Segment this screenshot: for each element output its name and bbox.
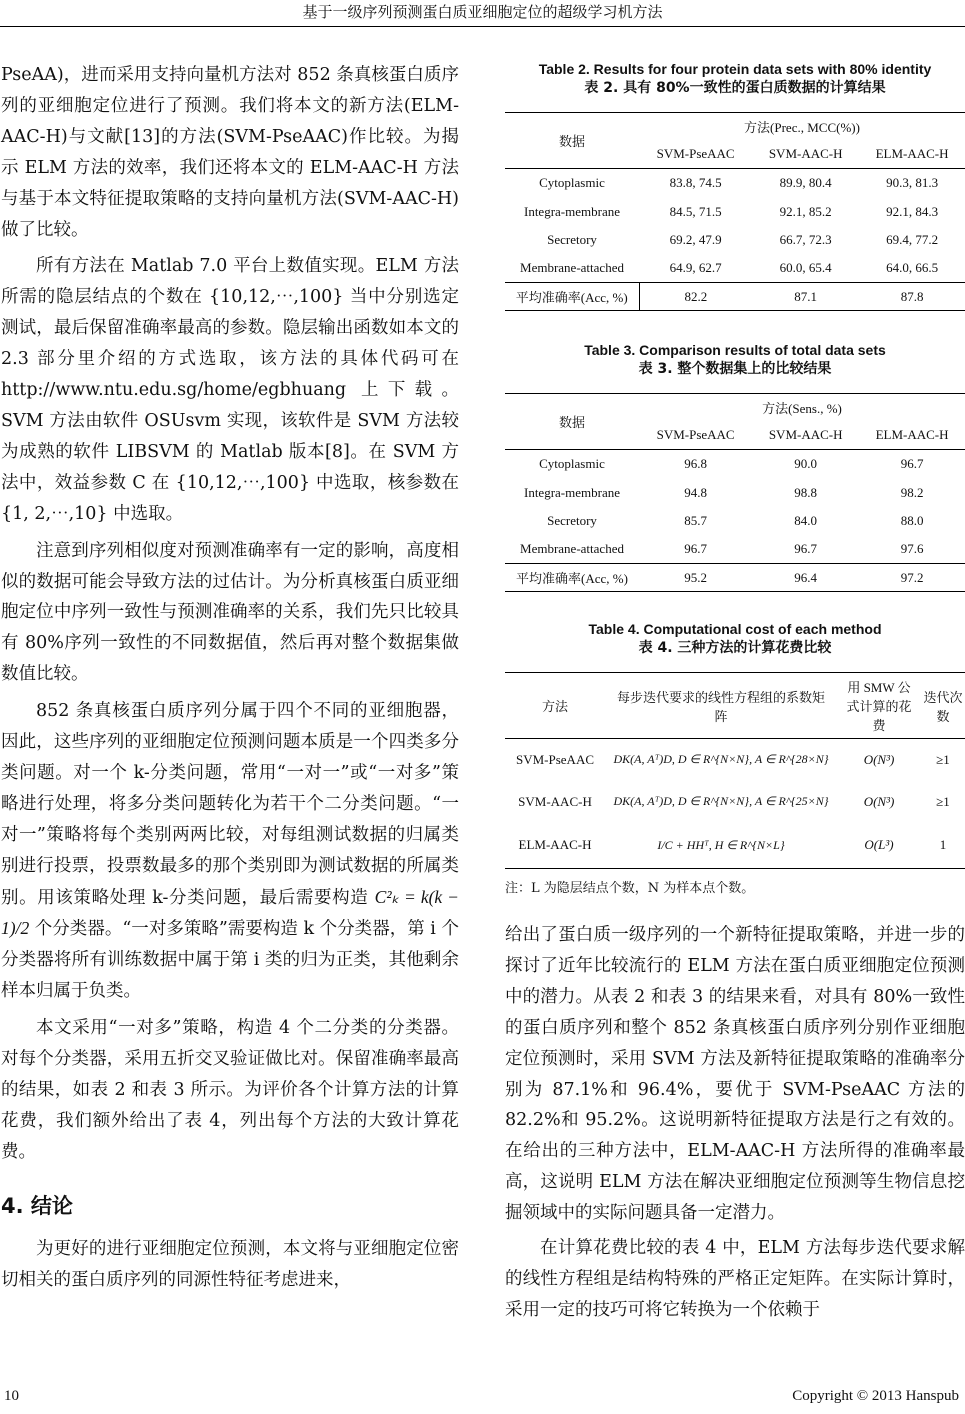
table-row — [505, 535, 965, 564]
combination-formula: C²ₖ = k(k − 1)/2 — [1, 886, 459, 939]
table-row — [505, 169, 965, 198]
table-cell: DK(A, Aᵀ)D, D ∈ R^{N×N}, A ∈ R^{25×N} — [613, 794, 829, 808]
table-header: 方法(Prec., MCC(%)) — [744, 120, 860, 136]
table-cell: I/C + HHᵀ, H ∈ R^{N×L} — [657, 837, 785, 852]
table-cell: DK(A, Aᵀ)D, D ∈ R^{N×N}, A ∈ R^{28×N} — [613, 752, 829, 767]
table-header: 方法(Sens., %) — [762, 401, 842, 417]
table-cell: 85.7 — [684, 512, 707, 528]
table-row — [505, 283, 965, 311]
table-cell: Secretory — [547, 512, 597, 528]
paragraph-text: 个分类器。“一对多策略”需要构造 k 个分类器，第 i 个分类器将所有训练数据中属于第 i 类的归为正类，其他剩余样本归属于负类。 — [1, 919, 459, 1002]
table-header: 数据 — [505, 394, 639, 450]
table-cell: 66.7, 72.3 — [779, 231, 832, 247]
table-cell: O(L³) — [864, 837, 894, 853]
right-column — [505, 60, 965, 1326]
table-header: 方法 — [541, 699, 568, 714]
running-head-title: 基于一级序列预测蛋白质亚细胞定位的超级学习机方法 — [302, 3, 663, 21]
table3-caption-zh: 表 3. 整个数据集上的比较结果 — [638, 361, 832, 377]
table-row — [505, 739, 965, 781]
table-header: 用 SMW 公式计算的花费 — [846, 680, 912, 733]
table-row — [505, 198, 965, 226]
table-row — [505, 564, 965, 592]
paragraph: 注意到序列相似度对预测准确率有一定的影响，高度相似的数据可能会导致方法的过估计。为分析真核蛋白质亚细胞定位中序列一致性与预测准确率的关系，我们先只比较具有 80%序列一致性的不同数据值，然后再对整个数据集做数值比较。 — [1, 540, 459, 685]
table-row — [505, 781, 965, 823]
table-cell: O(N³) — [863, 751, 895, 767]
table-cell: Integra-membrane — [523, 203, 620, 219]
table-header: ELM-AAC-H — [875, 146, 949, 162]
table-cell: 96.8 — [684, 456, 707, 472]
paragraph: 为更好的进行亚细胞定位预测，本文将与亚细胞定位密切相关的蛋白质序列的同源性特征考虑进来， — [1, 1238, 459, 1290]
table3-caption-en: Table 3. Comparison results of total data sets — [584, 342, 886, 358]
table-header: ELM-AAC-H — [875, 427, 949, 443]
header-rule — [0, 26, 965, 27]
paragraph: 给出了蛋白质一级序列的一个新特征提取策略，并进一步的探讨了近年比较流行的 ELM 方法在蛋白质亚细胞定位预测中的潜力。从表 2 和表 3 的结果来看，对具有 80%一致性的蛋白质序列和整个 852 条真核蛋白质序列分别作亚细胞定位预测时，采用 SVM 方法及新特征提取策略的准确率分别为 87.1%和 96.4%，要优于 SVM-PseAAC 方法的 82.2%和 95.2%。这说明新特征提取方法是行之有效的。在给出的三种方法中，ELM-AAC-H 方法所得的准确率最高，这说明 ELM 方法在解决亚细胞定位预测等生物信息挖掘领域中的实际问题具备一定潜力。 — [505, 925, 965, 1224]
table-header: 迭代次数 — [923, 689, 963, 724]
table-header: SVM-PseAAC — [656, 427, 735, 443]
table-row — [505, 823, 965, 869]
table4-note: 注：L 为隐层结点个数，N 为样本点个数。 — [505, 881, 755, 896]
table-header: 每步迭代要求的线性方程组的系数矩阵 — [616, 689, 825, 724]
table-cell: 84.0 — [794, 512, 818, 528]
page-number: 10 — [4, 1388, 19, 1404]
table2-caption-zh: 表 2. 具有 80%一致性的蛋白质数据的计算结果 — [584, 80, 886, 96]
table-cell: 90.3, 81.3 — [886, 175, 939, 191]
table2-caption-en: Table 2. Results for four protein data sets with 80% identity — [538, 61, 932, 77]
table-row — [505, 479, 965, 507]
table-cell: Secretory — [547, 231, 597, 247]
paragraph: 在计算花费比较的表 4 中，ELM 方法每步迭代要求解的线性方程组是结构特殊的严格正定矩阵。在实际计算时，采用一定的技巧可将它转换为一个依赖于 — [505, 1238, 965, 1320]
table-header: SVM-AAC-H — [768, 427, 843, 443]
table-cell: 92.1, 84.3 — [886, 203, 939, 219]
table-cell: 平均准确率(Acc, %) — [505, 283, 639, 311]
paragraph: 本文采用“一对多”策略，构造 4 个二分类的分类器。对每个分类器，采用五折交叉验证做比对。保留准确率最高的结果，如表 2 和表 3 所示。为评价各个计算方法的计算花费，我们额外给出了表 4，列出每个方法的大致计算花费。 — [1, 1018, 459, 1162]
table-cell: Cytoplasmic — [539, 456, 605, 472]
table-row — [505, 450, 965, 479]
table-cell: ≥1 — [936, 793, 950, 809]
table-cell: Membrane-attached — [520, 540, 624, 556]
table-cell: 88.0 — [900, 512, 924, 528]
table-header: 数据 — [505, 113, 639, 169]
table-cell: 64.0, 66.5 — [886, 259, 939, 275]
table-cell: 90.0 — [794, 456, 818, 472]
table-cell: 69.4, 77.2 — [886, 231, 939, 247]
table-cell: 83.8, 74.5 — [669, 175, 722, 191]
table-row — [505, 507, 965, 535]
table-cell: 60.0, 65.4 — [779, 259, 832, 275]
left-column — [1, 60, 459, 1296]
table-cell: 98.8 — [794, 484, 818, 500]
table-cell: 92.1, 85.2 — [779, 203, 832, 219]
table-header: SVM-AAC-H — [768, 146, 843, 162]
table-cell: Cytoplasmic — [539, 175, 605, 191]
table4-caption — [505, 620, 965, 658]
table4 — [505, 672, 965, 869]
paragraph: 所有方法在 Matlab 7.0 平台上数值实现。ELM 方法所需的隐层结点的个数在 {10,12,⋯,100} 当中分别选定测试，最后保留准确率最高的参数。隐层输出函数如本文的 2.3 部分里介绍的方式选取，该方法的具体代码可在 http://www.ntu.edu.sg/home/egbhuang 上下载。SVM 方法由软件 OSUsvm 实现，该软件是 SVM 方法较为成熟的软件 LIBSVM 的 Matlab 版本[8]。在 SVM 方法中，效益参数 C 在 {10,12,⋯,100} 中选取，核参数在 {1, 2,⋯,10} 中选取。 — [1, 256, 459, 524]
table-cell: ELM-AAC-H — [518, 837, 592, 853]
table-cell: SVM-PseAAC — [515, 751, 594, 767]
table-cell: 96.7 — [900, 456, 924, 472]
table-cell: 69.2, 47.9 — [669, 231, 722, 247]
table-cell: 98.2 — [900, 484, 924, 500]
table-cell: 97.2 — [900, 569, 924, 585]
paragraph-text: 852 条真核蛋白质序列分属于四个不同的亚细胞器，因此，这些序列的亚细胞定位预测问题本质是一个四类多分类问题。对一个 k-分类问题，常用“一对一”或“一对多”策略进行处理，将多分类问题转化为若干个二分类问题。“一对一”策略将每个类别两两比较，对每组测试数据的归属类别进行投票，投票数最多的那个类别即为测试数据的所属类别。用该策略处理 k-分类问题，最后需要构造 — [1, 701, 459, 908]
table-row — [505, 226, 965, 254]
table-cell: O(N³) — [863, 793, 895, 809]
table-cell: 96.4 — [794, 569, 818, 585]
table-cell: ≥1 — [936, 751, 950, 767]
table-cell: 84.5, 71.5 — [669, 203, 722, 219]
paragraph — [1, 696, 459, 1007]
running-head — [0, 0, 965, 30]
table3 — [505, 393, 965, 592]
table-cell: 96.7 — [794, 540, 818, 556]
table-cell: 64.9, 62.7 — [669, 259, 722, 275]
table-row — [505, 254, 965, 283]
table-cell: 95.2 — [684, 569, 707, 585]
table-header: SVM-PseAAC — [656, 146, 735, 162]
table-cell: 97.6 — [900, 540, 924, 556]
table-cell: 89.9, 80.4 — [779, 175, 832, 191]
table-cell: SVM-AAC-H — [518, 793, 592, 809]
table-cell: Integra-membrane — [523, 484, 620, 500]
table-cell: 87.8 — [900, 288, 924, 304]
table-cell: 1 — [939, 837, 947, 853]
table2-caption — [505, 60, 965, 98]
table2 — [505, 112, 965, 311]
copyright: Copyright © 2013 Hanspub — [792, 1388, 959, 1404]
table-cell: 94.8 — [684, 484, 707, 500]
table-cell: Membrane-attached — [520, 259, 624, 275]
table-cell: 96.7 — [684, 540, 707, 556]
table3-caption — [505, 341, 965, 379]
table-cell: 平均准确率(Acc, %) — [516, 571, 628, 586]
table-cell: 87.1 — [794, 288, 818, 304]
table-cell: 82.2 — [684, 288, 708, 304]
paragraph: PseAA)，进而采用支持向量机方法对 852 条真核蛋白质序列的亚细胞定位进行了预测。我们将本文的新方法(ELM-AAC-H)与文献[13]的方法(SVM-PseAAC)作比较。为揭示 ELM 方法的效率，我们还将本文的 ELM-AAC-H 方法与基于本文特征提取策略的支持向量机方法(SVM-AAC-H)做了比较。 — [1, 65, 459, 240]
table4-caption-zh: 表 4. 三种方法的计算花费比较 — [638, 640, 832, 656]
section-heading: 4. 结论 — [1, 1193, 73, 1218]
table4-caption-en: Table 4. Computational cost of each method — [588, 621, 882, 637]
